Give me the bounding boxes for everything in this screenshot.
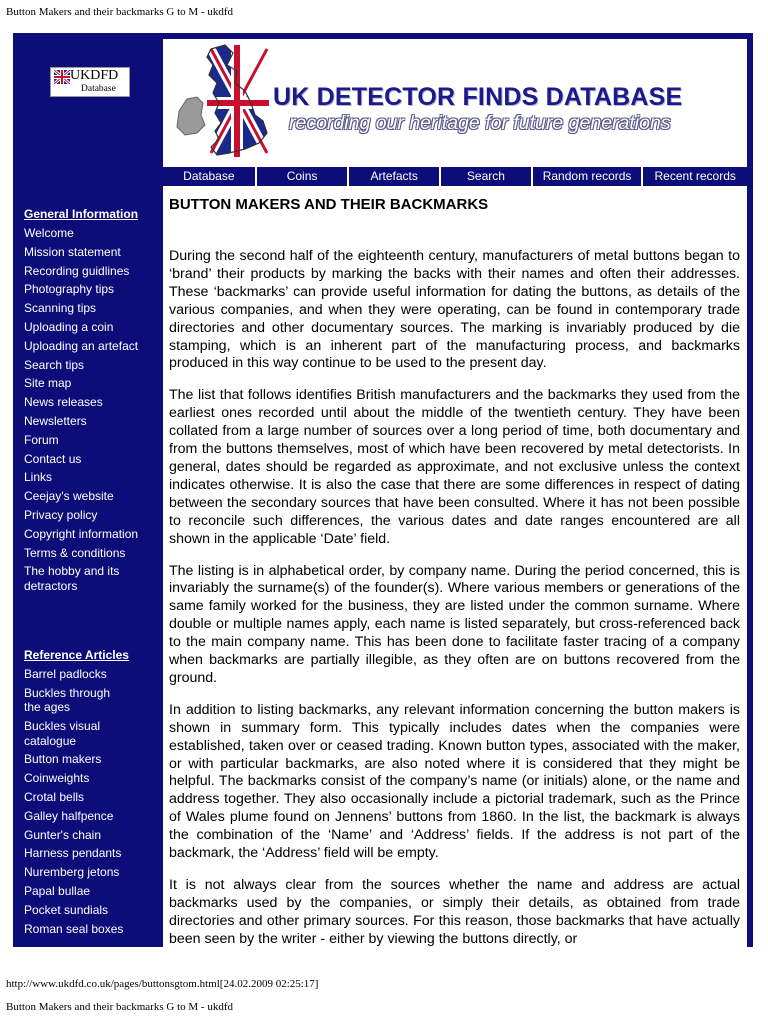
tab-database[interactable]: Database (163, 167, 255, 186)
print-footer-title: Button Makers and their backmarks G to M - ukdfd (6, 1001, 233, 1013)
nav-link-coinweights[interactable]: Coinweights (24, 771, 90, 786)
page-frame (13, 33, 753, 947)
page-title: BUTTON MAKERS AND THEIR BACKMARKS (169, 196, 489, 213)
nav-link-buckles-visual-catalogue[interactable]: Buckles visual catalogue (24, 719, 101, 748)
nav-link-crotal-bells[interactable]: Crotal bells (24, 789, 85, 804)
article-content (169, 195, 740, 947)
article-paragraph: The listing is in alphabetical order, by company name. During the period concerned, this is invariably the surname(s) of the founder(s). Where various members or generations of the same family worked for the business, they are listed under the common surname. Where double or multiple names apply, each name is listed separately, but cross-referenced back to the main company name. This has been done to facilitate faster tracing of a company when backmarks are partially illegible, as they often are on buttons recovered from the ground. (169, 562, 740, 686)
nav-link-harness-pendants[interactable]: Harness pendants (24, 846, 122, 861)
logo-text: UKDFD (70, 68, 119, 83)
nav-link-welcome[interactable]: Welcome (24, 226, 74, 240)
nav-link-mission-statement[interactable]: Mission statement (24, 244, 121, 259)
article-paragraph: During the second half of the eighteenth century, manufacturers of metal buttons began to ‘brand’ their products by marking the backs with their names and often their addresses. These ‘backmarks’ can provide useful information for dating the buttons, as details of the various companies, and when they were operating, can be found in contemporary trade directories and other documentary sources. The marking is invariably produced by die stamping, which is an inherent part of the manufacturing process, and backmarks produced in this way continue to be used to the present day. (169, 248, 740, 372)
article-paragraph: It is not always clear from the sources whether the name and address are actual backmarks used by the companies, or simply their details, as obtained from trade directories and other primary sources. For this reason, those backmarks that have actually been seen by the writer - either by viewing the buttons directly, or (169, 877, 740, 947)
nav-link-barrel-padlocks[interactable]: Barrel padlocks (24, 667, 107, 681)
general-information-nav (24, 207, 144, 598)
reference-articles-nav (24, 648, 129, 940)
nav-link-pocket-sundials[interactable]: Pocket sundials (24, 902, 109, 917)
reference-articles-heading[interactable]: Reference Articles (24, 648, 129, 662)
site-banner[interactable] (163, 39, 747, 161)
nav-link-search-tips[interactable]: Search tips (24, 357, 85, 372)
tab-recent-records[interactable]: Recent records (643, 167, 747, 186)
nav-link-nuremberg-jetons[interactable]: Nuremberg jetons (24, 865, 120, 880)
nav-link-papal-bullae[interactable]: Papal bullae (24, 883, 91, 898)
banner-subtitle: recording our heritage for future generations (289, 112, 671, 134)
nav-link-uploading-an-artefact[interactable]: Uploading an artefact (24, 338, 139, 353)
article-paragraph: The list that follows identifies British manufacturers and the backmarks they used from the earliest ones recorded until about the middle of the twentieth century. They have been collated from a large number of sources over a long period of time, both documentary and from the buttons themselves, most of which have been recovered by metal detectorists. In general, dates should be regarded as approximate, and not exclusive unless the context indicates otherwise. It is also the case that there are some differences in respect of dating between the secondary sources that have been consulted. Where it has not been possible to reconcile such differences, the various dates and date ranges encountered are all shown in the applicable ‘Date’ field. (169, 387, 740, 547)
nav-link-hobby-and-detractors[interactable]: The hobby and its detractors (24, 564, 120, 593)
nav-link-galley-halfpence[interactable]: Galley halfpence (24, 808, 114, 823)
nav-link-photography-tips[interactable]: Photography tips (24, 282, 115, 297)
nav-link-privacy-policy[interactable]: Privacy policy (24, 507, 98, 522)
print-footer-url: http://www.ukdfd.co.uk/pages/buttonsgtom.html[24.02.2009 02:25:17] (6, 978, 319, 990)
tab-artefacts[interactable]: Artefacts (349, 167, 439, 186)
nav-link-forum[interactable]: Forum (24, 432, 59, 447)
tab-coins[interactable]: Coins (257, 167, 348, 186)
nav-link-news-releases[interactable]: News releases (24, 395, 103, 410)
nav-link-buckles-through-the-ages[interactable]: Buckles through the ages (24, 685, 111, 715)
nav-link-scanning-tips[interactable]: Scanning tips (24, 301, 97, 316)
nav-link-ceejays-website[interactable]: Ceejay's website (24, 489, 114, 504)
nav-link-copyright-information[interactable]: Copyright information (24, 526, 139, 541)
nav-link-gunters-chain[interactable]: Gunter's chain (24, 827, 101, 842)
british-isles-flag-map-icon (171, 41, 281, 161)
logo-subtext: Database (81, 84, 116, 94)
article-paragraph: In addition to listing backmarks, any relevant information concerning the button makers is shown in summary form. This typically includes dates when the companies were established, taken over or ceased trading. Known button types, associated with the maker, or with particular backmarks, are also noted where it is considered that they might be helpful. The backmarks consist of the company’s name (or initials) alone, or the name and address together. They also occasionally include a pictorial trademark, such as the Prince of Wales plume found on Jennens’ buttons from 1860. In the list, the backmark is always the combination of the ‘Name’ and ‘Address’ fields. If the address is not part of the backmark, the ‘Address’ field will be empty. (169, 701, 740, 862)
sidebar (13, 33, 162, 947)
nav-link-terms-conditions[interactable]: Terms & conditions (24, 545, 126, 560)
tab-search[interactable]: Search (441, 167, 531, 186)
nav-link-uploading-a-coin[interactable]: Uploading a coin (24, 319, 114, 334)
nav-link-contact-us[interactable]: Contact us (24, 451, 82, 466)
nav-link-button-makers[interactable]: Button makers (24, 752, 102, 767)
nav-link-newsletters[interactable]: Newsletters (24, 413, 87, 428)
main-panel (163, 39, 747, 947)
tab-random-records[interactable]: Random records (533, 167, 642, 186)
nav-link-roman-seal-boxes[interactable]: Roman seal boxes (24, 921, 124, 936)
general-information-heading[interactable]: General Information (24, 207, 139, 221)
nav-link-site-map[interactable]: Site map (24, 376, 72, 391)
union-flag-icon (54, 70, 70, 84)
ukdfd-logo[interactable] (50, 67, 130, 97)
print-header: Button Makers and their backmarks G to M - ukdfd (6, 6, 233, 18)
nav-link-links[interactable]: Links (24, 470, 53, 485)
top-nav-tabs (163, 167, 747, 186)
banner-title: UK DETECTOR FINDS DATABASE (273, 83, 683, 111)
nav-link-recording-guidlines[interactable]: Recording guidlines (24, 263, 130, 278)
